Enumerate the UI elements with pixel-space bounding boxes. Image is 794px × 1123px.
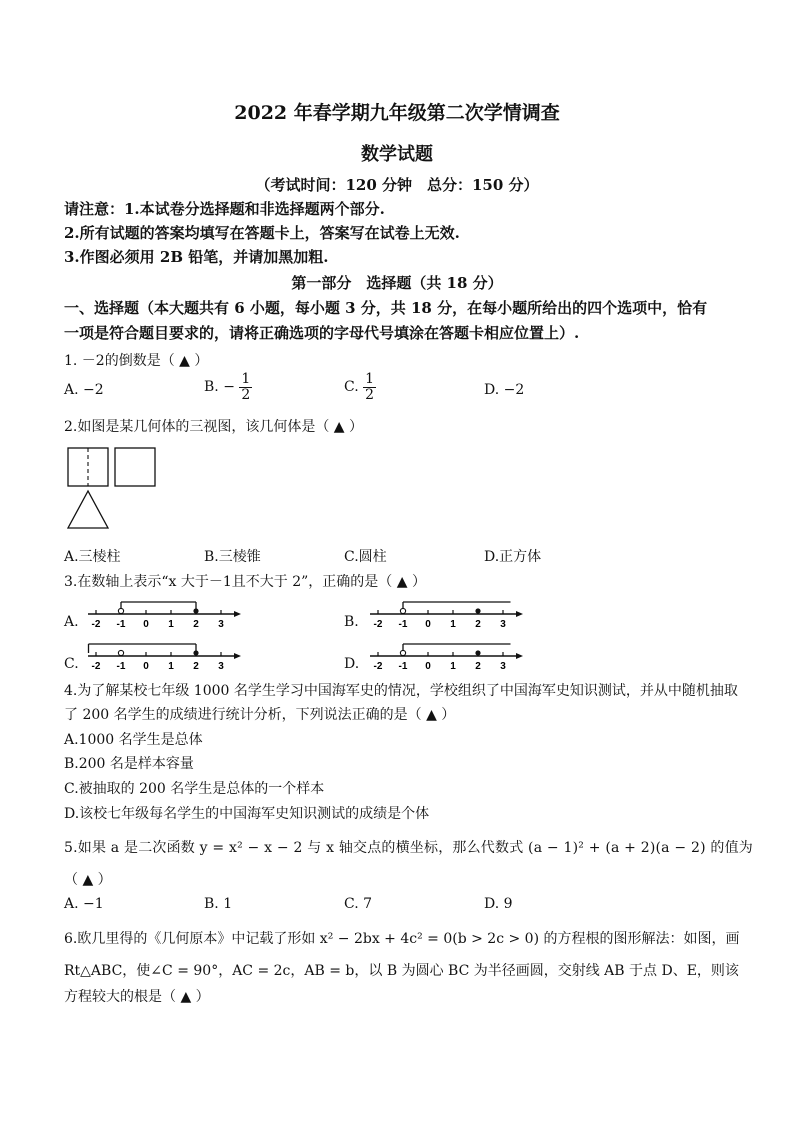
- q1-c-denominator: 2: [365, 386, 375, 403]
- q1-option-d: D. −2: [484, 382, 525, 398]
- q4-option-b: B.200 名是样本容量: [64, 756, 194, 772]
- section-instruction-line1: 一、选择题（本大题共有 6 小题，每小题 3 分，共 18 分，在每小题所给出的四个选项中，恰有: [64, 299, 708, 317]
- side-view-square: [115, 448, 155, 486]
- q3-label-c: C.: [64, 656, 79, 672]
- closed-point: [475, 608, 480, 613]
- tick-label: -2: [91, 619, 101, 630]
- q6-line3: 方程较大的根是（ ▲ ）: [64, 989, 210, 1005]
- note-1: 请注意：1.本试卷分选择题和非选择题两个部分.: [64, 200, 385, 218]
- q2-three-view-figure: [60, 443, 180, 533]
- tick-label: 3: [218, 661, 224, 672]
- closed-point: [475, 650, 480, 655]
- tick-label: 0: [143, 661, 149, 672]
- q5-option-c: C. 7: [344, 896, 373, 912]
- tick-label: 2: [475, 661, 481, 672]
- q5-option-d: D. 9: [484, 896, 513, 912]
- q4-option-c: C.被抽取的 200 名学生是总体的一个样本: [64, 781, 325, 797]
- tick-label: 1: [168, 619, 174, 630]
- tick-label: -2: [91, 661, 101, 672]
- q5-stem-line1: 5.如果 a 是二次函数 y = x² − x − 2 与 x 轴交点的横坐标，那么代数式 (a − 1)² + (a + 2)(a − 2) 的值为: [64, 840, 753, 856]
- tick-label: 0: [425, 619, 431, 630]
- q5-stem-line2: （ ▲ ）: [64, 872, 112, 888]
- open-point: [400, 650, 405, 655]
- exam-info: （考试时间：120 分钟 总分：150 分）: [255, 176, 539, 194]
- axis-arrow: [516, 653, 523, 659]
- tick-label: 3: [500, 661, 506, 672]
- axis-arrow: [234, 653, 241, 659]
- q4-option-d: D.该校七年级每名学生的中国海军史知识测试的成绩是个体: [64, 806, 430, 822]
- tick-label: 2: [193, 661, 199, 672]
- q3-stem: 3.在数轴上表示“x 大于－1且不大于 2”，正确的是（ ▲ ）: [64, 574, 426, 590]
- q1-stem: 1. －2的倒数是（ ▲ ）: [64, 353, 209, 369]
- q2-option-a: A.三棱柱: [64, 549, 121, 565]
- q1-b-numerator: 1: [241, 371, 251, 387]
- tick-label: -1: [116, 619, 126, 630]
- closed-point: [193, 608, 198, 613]
- q6-line1: 6.欧几里得的《几何原本》中记载了形如 x² − 2bx + 4c² = 0(b > 2c > 0) 的方程根的图形解法：如图，画: [64, 931, 740, 947]
- front-view-square: [68, 448, 108, 486]
- closed-point: [193, 650, 198, 655]
- open-point: [118, 608, 123, 613]
- q3-number-line-a: [84, 596, 244, 630]
- axis-arrow: [516, 611, 523, 617]
- part1-heading: 第一部分 选择题（共 18 分）: [291, 274, 503, 292]
- subject-title: 数学试题: [361, 144, 433, 165]
- q2-option-c: C.圆柱: [344, 549, 387, 565]
- q3-number-line-c: [84, 638, 244, 672]
- q5-option-a: A. −1: [64, 896, 104, 912]
- tick-label: -1: [398, 619, 408, 630]
- tick-label: 3: [500, 619, 506, 630]
- q1-option-c-prefix: C.: [344, 379, 359, 396]
- tick-label: 1: [450, 661, 456, 672]
- q1-option-b-fraction: [239, 372, 252, 402]
- q4-option-a: A.1000 名学生是总体: [64, 732, 203, 748]
- q3-number-line-d: [366, 638, 536, 672]
- q1-b-denominator: 2: [241, 386, 251, 403]
- tick-label: 1: [450, 619, 456, 630]
- tick-label: 3: [218, 619, 224, 630]
- tick-label: -1: [116, 661, 126, 672]
- open-point: [400, 608, 405, 613]
- q1-option-a: A. −2: [64, 382, 104, 398]
- open-point: [118, 650, 123, 655]
- tick-label: -2: [373, 619, 383, 630]
- axis-arrow: [234, 611, 241, 617]
- q1-option-c-fraction: [363, 372, 376, 402]
- q4-stem-line2: 了 200 名学生的成绩进行统计分析，下列说法正确的是（ ▲ ）: [64, 707, 456, 723]
- q2-option-b: B.三棱锥: [204, 549, 261, 565]
- q3-label-a: A.: [64, 614, 79, 630]
- tick-label: -1: [398, 661, 408, 672]
- q2-stem: 2.如图是某几何体的三视图，该几何体是（ ▲ ）: [64, 419, 364, 435]
- q1-option-b: [204, 372, 252, 402]
- q1-option-b-prefix: B. −: [204, 379, 235, 396]
- q3-label-d: D.: [344, 656, 360, 672]
- exam-title: 2022 年春学期九年级第二次学情调查: [234, 102, 560, 124]
- tick-label: 2: [193, 619, 199, 630]
- tick-label: 0: [425, 661, 431, 672]
- section-instruction-line2: 一项是符合题目要求的，请将正确选项的字母代号填涂在答题卡相应位置上）.: [64, 324, 580, 342]
- tick-label: 2: [475, 619, 481, 630]
- q2-option-d: D.正方体: [484, 549, 542, 565]
- note-2: 2.所有试题的答案均填写在答题卡上，答案写在试卷上无效.: [64, 224, 460, 242]
- q4-stem-line1: 4.为了解某校七年级 1000 名学生学习中国海军史的情况，学校组织了中国海军史知识测试，并从中随机抽取: [64, 683, 738, 699]
- tick-label: -2: [373, 661, 383, 672]
- q1-c-numerator: 1: [365, 371, 375, 387]
- tick-label: 1: [168, 661, 174, 672]
- tick-label: 0: [143, 619, 149, 630]
- note-3: 3.作图必须用 2B 铅笔，并请加黑加粗.: [64, 248, 329, 266]
- q5-option-b: B. 1: [204, 896, 233, 912]
- q6-line2: Rt△ABC，使∠C = 90°，AC = 2c，AB = b，以 B 为圆心 BC 为半径画圆，交射线 AB 于点 D、E，则该: [64, 963, 739, 979]
- q3-label-b: B.: [344, 614, 359, 630]
- q3-number-line-b: [366, 596, 526, 630]
- top-view-triangle: [68, 491, 108, 528]
- q1-option-c: [344, 372, 376, 402]
